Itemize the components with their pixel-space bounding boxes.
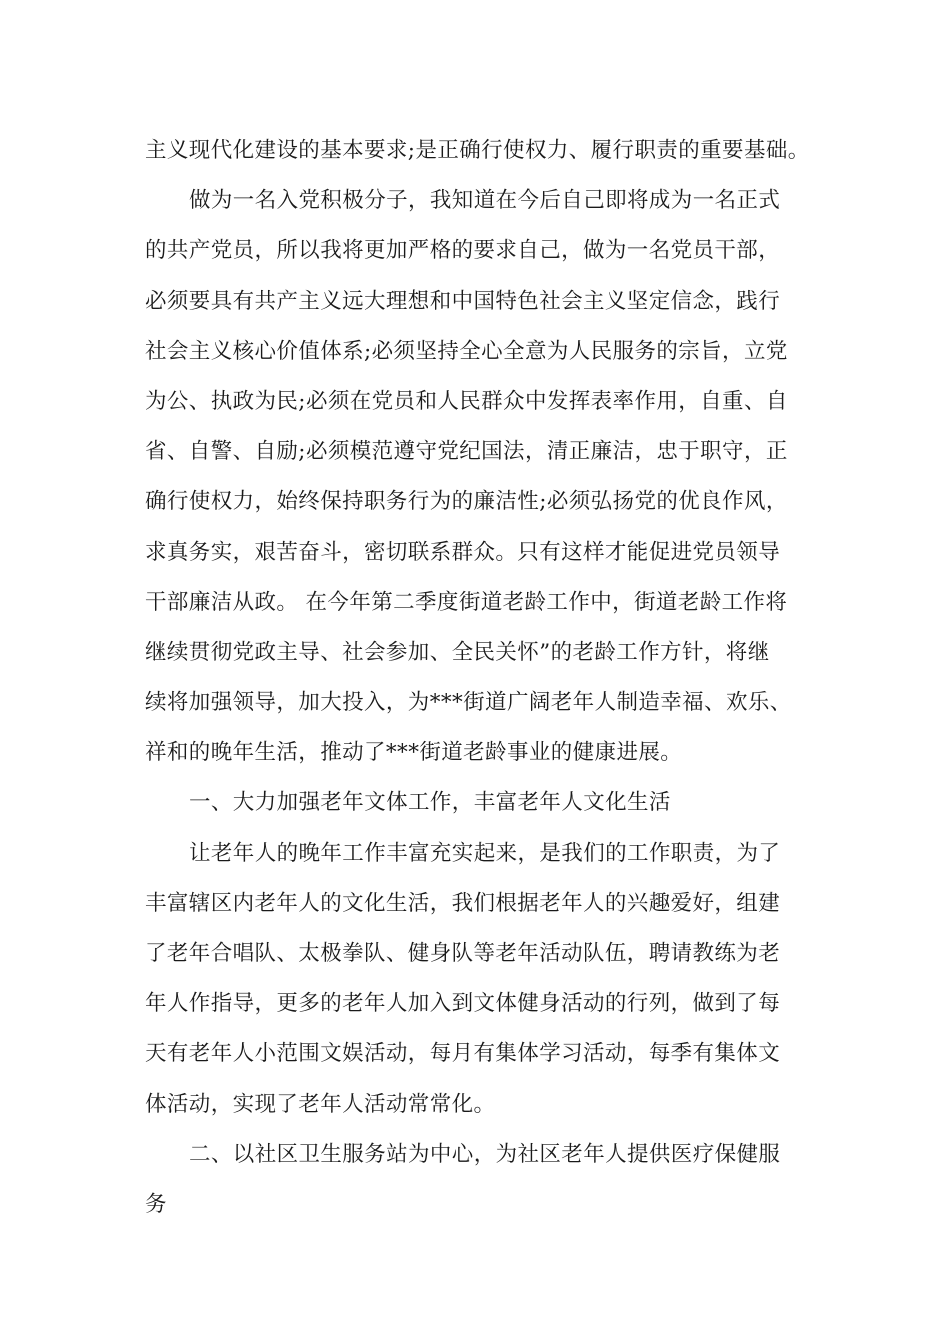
text-line: 务 (145, 1191, 167, 1217)
text-line: 干部廉洁从政。 在今年第二季度街道老龄工作中，街道老龄工作将 (145, 589, 788, 615)
text-line: 年人作指导，更多的老年人加入到文体健身活动的行列，做到了每 (145, 991, 781, 1017)
text-line: 社会主义核心价值体系;必须坚持全心全意为人民服务的宗旨，立党 (145, 338, 788, 364)
text-line: 体活动，实现了老年人活动常常化。 (145, 1091, 496, 1117)
text-line: 为公、执政为民;必须在党员和人民群众中发挥表率作用，自重、自 (145, 388, 788, 414)
text-line: 做为一名入党积极分子，我知道在今后自己即将成为一名正式 (189, 188, 781, 214)
text-line: 继续贯彻党政主导、社会参加、全民关怀”的老龄工作方针，将继 (145, 639, 770, 665)
text-line: 的共产党员，所以我将更加严格的要求自己，做为一名党员干部， (145, 238, 781, 264)
text-line: 主义现代化建设的基本要求;是正确行使权力、履行职责的重要基础。 (145, 138, 810, 163)
text-line: 确行使权力，始终保持职务行为的廉洁性;必须弘扬党的优良作风， (145, 489, 788, 515)
body-text (145, 126, 810, 1230)
text-line: 二、以社区卫生服务站为中心，为社区老年人提供医疗保健服 (189, 1141, 781, 1167)
text-line: 续将加强领导，加大投入，为***街道广阔老年人制造幸福、欢乐、 (145, 690, 792, 716)
text-line: 必须要具有共产主义远大理想和中国特色社会主义坚定信念，践行 (145, 288, 781, 314)
text-line: 省、自警、自励;必须模范遵守党纪国法，清正廉洁，忠于职守，正 (145, 439, 788, 465)
text-line: 让老年人的晚年工作丰富充实起来，是我们的工作职责，为了 (189, 840, 781, 866)
text-line: 祥和的晚年生活，推动了***街道老龄事业的健康进展。 (145, 740, 683, 766)
text-line: 了老年合唱队、太极拳队、健身队等老年活动队伍，聘请教练为老 (145, 941, 781, 966)
text-line: 一、大力加强老年文体工作，丰富老年人文化生活 (189, 790, 671, 816)
text-line: 丰富辖区内老年人的文化生活，我们根据老年人的兴趣爱好，组建 (145, 890, 781, 916)
text-line: 天有老年人小范围文娱活动，每月有集体学习活动，每季有集体文 (145, 1041, 781, 1067)
text-line: 求真务实，艰苦奋斗，密切联系群众。只有这样才能促进党员领导 (145, 539, 781, 565)
